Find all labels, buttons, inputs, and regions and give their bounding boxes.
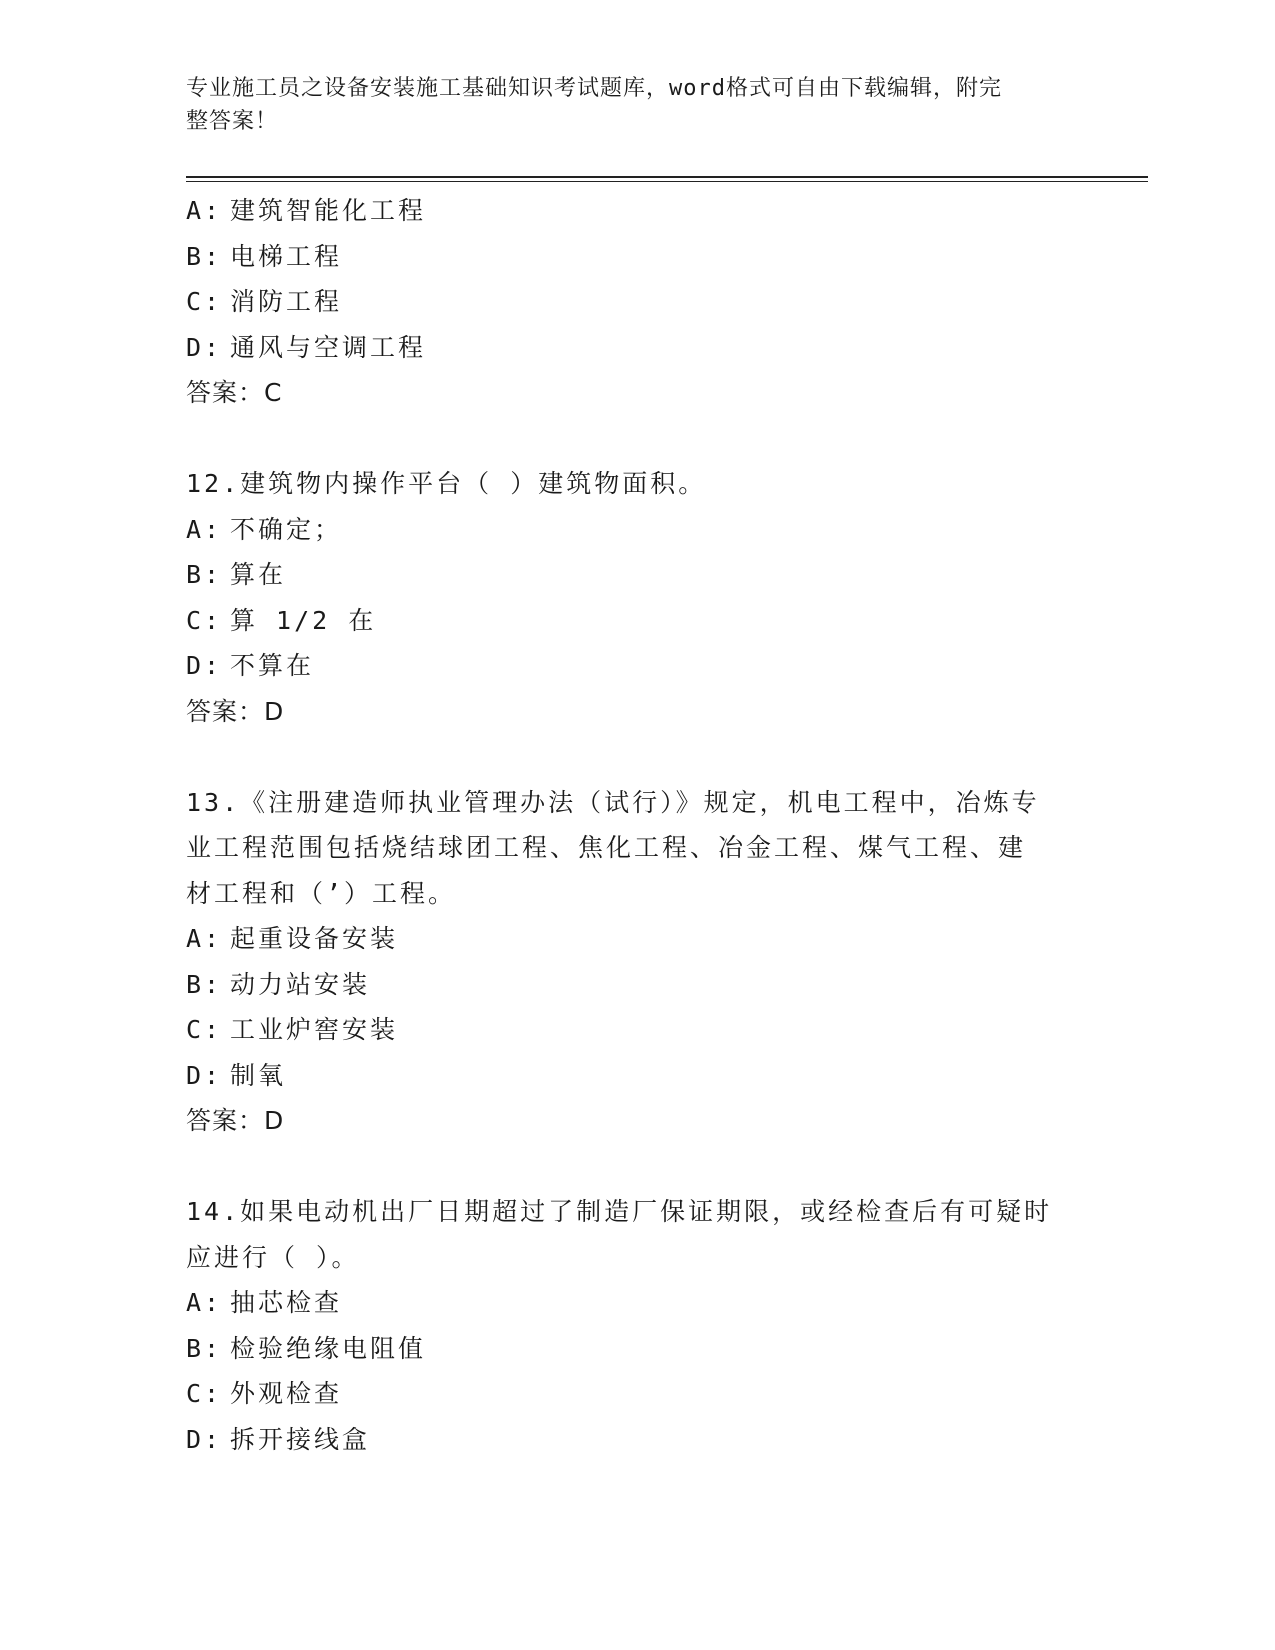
header-divider-thin [186,181,1148,182]
option-a: A: 抽芯检查 [186,1288,343,1317]
question-block-12 [186,461,1086,734]
option-c: C: 消防工程 [186,287,343,316]
option-a: A: 建筑智能化工程 [186,196,427,225]
option-c: C: 算 1/2 在 [186,605,377,635]
question-list [186,188,1086,1462]
option-d: D: 通风与空调工程 [186,332,427,362]
question-block-13 [186,780,1086,1144]
question-text-line-2: 应进行（ ）。 [186,1242,360,1272]
option-b: B: 动力站安装 [186,969,371,999]
answer-line: 答案：D [186,696,285,726]
answer-line: 答案：C [186,378,283,407]
question-text-line-3: 材工程和（’）工程。 [186,878,457,908]
option-c: C: 外观检查 [186,1379,343,1408]
option-c: C: 工业炉窖安装 [186,1015,399,1044]
option-b: B: 电梯工程 [186,241,343,271]
question-block-14 [186,1189,1086,1462]
header-line-1: 专业施工员之设备安装施工基础知识考试题库，word格式可自由下载编辑，附完 [186,76,1002,101]
header-divider-thick [186,176,1148,178]
question-text-line-1: 13.《注册建造师执业管理办法（试行）》规定，机电工程中，冶炼专 [186,787,1040,817]
question-text-line-1: 14.如果电动机出厂日期超过了制造厂保证期限，或经检查后有可疑时 [186,1197,1053,1226]
option-d: D: 不算在 [186,651,315,680]
header-line-2: 整答案！ [186,109,279,134]
document-header [186,72,1066,138]
question-text: 12.建筑物内操作平台（ ）建筑物面积。 [186,469,707,498]
option-a: A: 起重设备安装 [186,924,399,953]
answer-line: 答案：D [186,1106,285,1135]
option-a: A: 不确定； [186,514,343,544]
option-d: D: 拆开接线盒 [186,1424,371,1454]
option-b: B: 算在 [186,560,287,589]
option-b: B: 检验绝缘电阻值 [186,1333,427,1363]
question-block-11 [186,188,1086,416]
option-d: D: 制氧 [186,1060,287,1090]
question-text-line-2: 业工程范围包括烧结球团工程、焦化工程、冶金工程、煤气工程、建 [186,833,1027,862]
